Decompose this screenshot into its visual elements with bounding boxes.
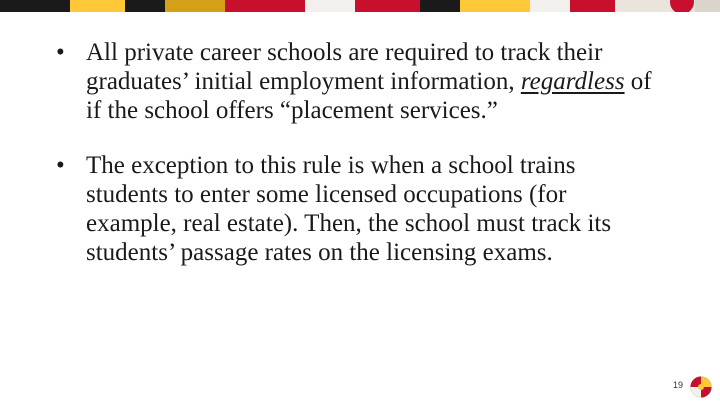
bullet-emphasis: regardless [520, 68, 625, 95]
bullet-dot: • [56, 152, 65, 179]
bullet-text: All private career schools are required to track their graduates’ initial employment information, [86, 39, 603, 95]
bullet-item [56, 38, 656, 125]
flag-logo-icon [690, 376, 712, 398]
bullet-dot: • [56, 39, 65, 66]
bullet-text: The exception to this rule is when a school trains students to enter some licensed occupations (for example, real estate). Then, the school must track its students’ passage rates on the licensing exams. [86, 152, 612, 266]
bullet-text-continued: of if the school offers “placement services.” [86, 68, 652, 124]
flag-banner [0, 0, 720, 12]
bullet-list [56, 38, 656, 267]
page-number: 19 [672, 380, 683, 390]
bullet-item [56, 151, 656, 267]
